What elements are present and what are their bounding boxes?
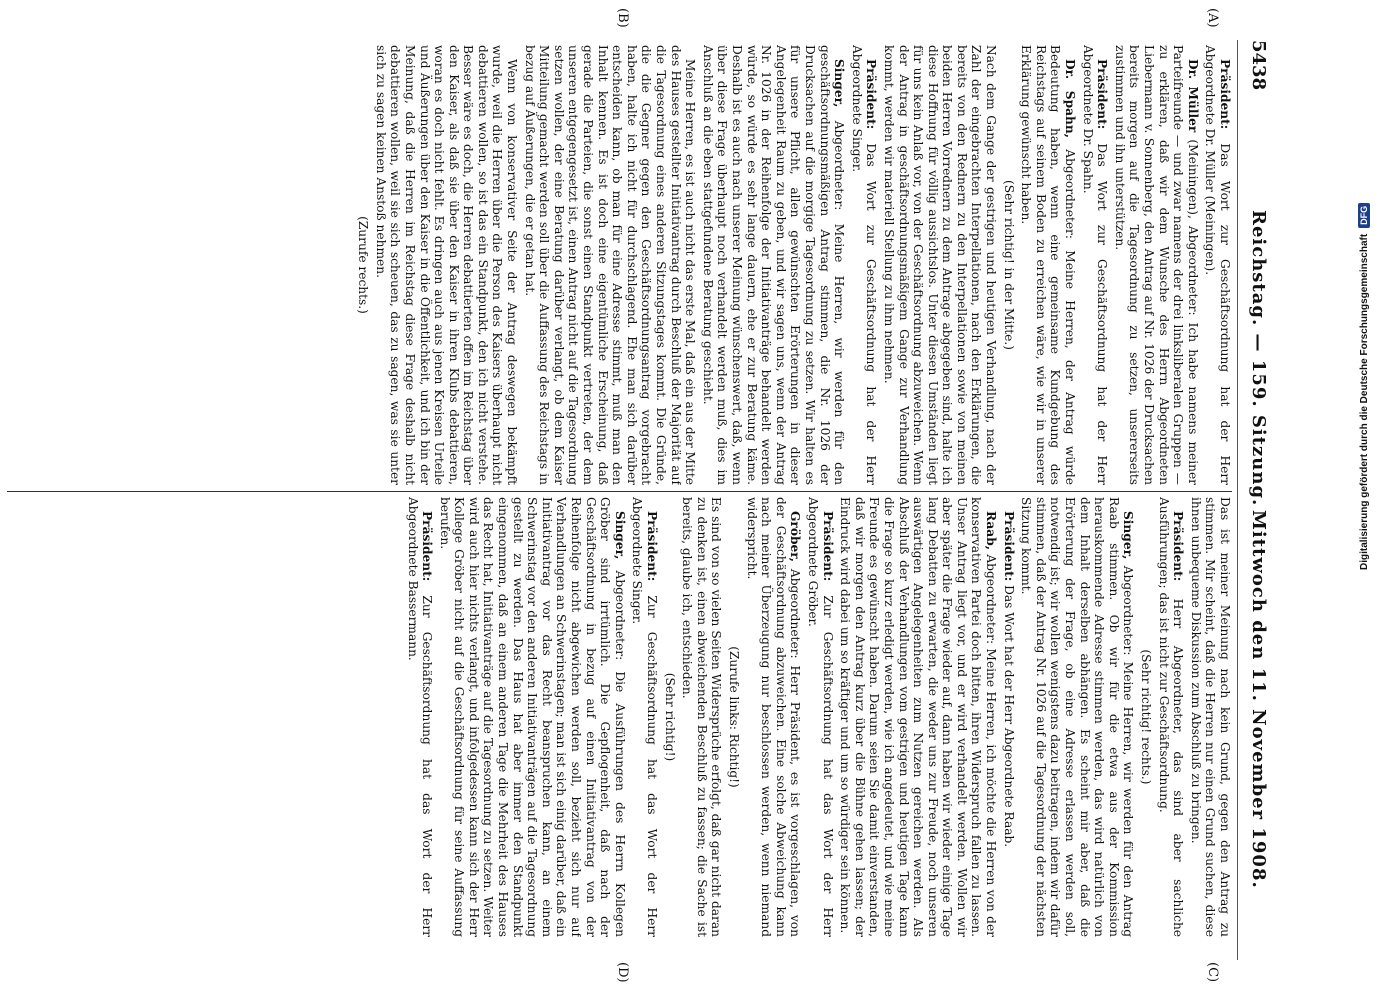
paragraph-text: Abgeordneter: Herr Präsident, es ist vorgeschlagen, von der Geschäftsordnung abzuweichen. Eine solche Abweichung kann nach meiner Überzeugung nur beschlossen werden, wenn niemand widerspricht. [744,497,803,937]
paragraph-text: Zur Geschäftsordnung hat das Wort der Herr Abgeordnete Singer. [630,497,660,937]
speaker-name: Gröber, [788,511,803,563]
paragraph-text: Abgeordneter: Meine Herren, wir werden für den geschäftsordnungsmäßigen Antrag stimmen, die Nr. 1026 der Drucksachen auf die morgige Tagesordnung zu setzen. Wir halten es für unsere Pflicht, allen gewünschten Erörterungen in dieser Angelegenheit Raum zu geben, und wir sagen uns, wenn der Antrag Nr. 1026 in der Reihenfolge der Initiativanträge behandelt werden würde, so würde es sehr lange dauern, ehe er zur Beratung käme. Deshalb ist es auch nach unserer Meinung wünschenswert, daß, wenn über diese Frage überhaupt noch verhandelt werden muß, dies im Anschluß an die eben stattgefundene Beratung geschieht. [700,45,847,485]
speaker-name: Präsident: [1095,59,1110,130]
speaker-name: Raab, [984,511,999,550]
speech-paragraph [1112,45,1200,485]
speaker-name: Präsident: [1218,59,1232,130]
speaker-name: Singer, [832,59,847,108]
paragraph-text: (Sehr richtig! in der Mitte.) [1001,180,1016,350]
session-title: Reichstag. — 159. Sitzung. [1248,210,1269,507]
column-divider [7,491,1232,492]
page-number: 5438 [1248,40,1269,91]
speech-paragraph [630,497,659,937]
session-date: Mittwoch den 11. November 1908. [1248,510,1269,889]
speech-paragraph [405,497,434,937]
paragraph-text: Meine Herren, es ist auch nicht das erste Mal, daß ein aus der Mitte des Hauses gestellter Initiativantrag durch Beschluß der Majorität auf die Tagesordnung eines anderen Sitzungstages kommt. Die Gründe, die die Gegner gegen den Geschäftsordnungsantrag vorgebracht haben, halte ich nicht für durchschlagend. Ehe man sich darüber entscheiden kann, ob man für eine Adresse stimmt, muß man den Inhalt kennen. Es ist doch eine eigentümliche Erscheinung, daß gerade die Parteien, die sonst einen Standpunkt vertreten, der dem unseren entgegengesetzt ist, einen Antrag nicht auf die Tagesordnung setzen wollen, der eine Beratung darüber verlangt, ob dem Kaiser Mitteilung gemacht werden soll über die Auffassung des Reichstags in bezug auf Äußerungen, die er getan hat. [522,45,698,485]
speech-paragraph [1156,497,1185,937]
paragraph-text: Abgeordneter: Meine Herren, ich möchte die Herren von der konservativen Partei doch bitten, ihren Widerspruch fallen zu lassen. Unser Antrag liegt vor, und er wird verhandelt werden. Wollen wir aber später die Frage wieder auf, dann haben wir wieder einige Tage lang Debatten zu erwarten, die weder uns zur Freude, noch unseren auswärtigen Angelegenheiten zum Nutzen gereichen werden. Als Abschluß der Verhandlungen vom gestrigen und heutigen Tage kann die Frage so kurz erledigt werden, wie ich angedeutet, und wie meine Freunde es gewünscht haben. Darum seien Sie damit einverstanden, daß wir morgen den Antrag kurz über die Bühne gehen lassen; der Eindruck wird dabei um so kräftiger und um so würdiger sein können. [838,497,999,937]
speech-paragraph [1080,45,1109,485]
paragraph-text: Abgeordneter: Meine Herren, der Antrag würde Bedeutung haben, wenn eine gemeinsame Kundgebung des Reichstags auf seinem Boden zu erreichen wäre, wie wir in unserer Erklärung gewünscht haben. [1019,45,1078,485]
speaker-name: Präsident: [645,511,660,582]
page-header [1240,40,1280,960]
paragraph-text: Zur Geschäftsordnung hat das Wort der Herr Abgeordnete Bassermann. [405,497,435,937]
margin-mark-a: (A) [1205,8,1220,28]
right-column [2,497,1232,937]
speaker-name: Singer, [1121,511,1136,560]
paragraph-text: Wenn von konservativer Seite der Antrag deswegen bekämpft wurde, weil die Herren über die Person des Kaisers überhaupt nicht debattieren wollen, so ist das ein Standpunkt, den ich nicht verstehe. Besser wäre es doch, die Herren debattierten offen im Reichstag über den Kaiser, als daß sie über den Kaiser in ihren Klubs debattieren, woran es doch nicht fehlt. Es dringen auch aus jenen Kreisen Urteile und Äußerungen über den Kaiser in die Öffentlichkeit, und ich bin der Meinung, daß die Herren im Reichstag diese Frage deshalb nicht debattieren wollen, weil sie sich scheuen, das zu sagen, was sie unter sich zu sagen keinen Anstoß nehmen. [373,45,520,485]
speaker-name: Singer, [612,511,627,560]
text-paragraph [522,45,697,485]
paragraph-text: Das Wort zur Geschäftsordnung hat der Herr Abgeordnete Dr. Müller (Meiningen). [1203,45,1232,485]
interjection [726,497,741,937]
paragraph-text: Das Wort zur Geschäftsordnung hat der Herr Abgeordnete Dr. Spahn. [1080,45,1110,485]
digitization-note [1345,0,1383,1000]
speech-paragraph [1203,45,1232,485]
speech-paragraph [1019,45,1077,485]
speech-paragraph [1001,497,1016,937]
speaker-name: Präsident: [864,59,879,130]
left-column [2,45,1232,485]
paragraph-text: Herr Abgeordneter, das sind aber sachliche Ausführungen; das ist nicht zur Geschäftsordnung. [1156,497,1186,937]
margin-mark-b: (B) [615,8,630,28]
header-rule [1237,40,1238,960]
speech-paragraph [838,497,999,937]
speech-paragraph [849,45,878,485]
speaker-name: Präsident: [1171,511,1186,582]
paragraph-text: (Sehr richtig!) [662,672,677,762]
margin-mark-d: (D) [615,962,630,983]
interjection [1001,45,1016,485]
speech-paragraph [1019,497,1136,937]
margin-mark-c: (C) [1205,962,1220,983]
paragraph-text: (Zurufe links: Richtig!) [727,646,741,788]
text-paragraph [373,45,519,485]
speaker-name: Präsident: [1001,511,1016,582]
interjection [662,497,677,937]
speech-paragraph [744,497,802,937]
paragraph-text: Nach dem Gange der gestrigen und heutigen Verhandlung, nach der Zahl der eingebrachten Interpellationen, nach den Erklärungen, die bereits von den Rednern zu den Interpellationen sowie von meinen beiden Herren Vorrednern zu dem Antrage abgegeben sind, halte ich diese Hoffnung für völlig aussichtslos. Unter diesen Umständen liegt für uns kein Anlaß vor, von der Geschäftsordnung abzuweichen. Wenn der Antrag in geschäftsordnungsmäßigem Gange zur Verhandlung kommt, werden wir materiell Stellung zu ihm nehmen. [881,45,999,485]
speech-paragraph [700,45,846,485]
interjection [356,45,371,485]
paragraph-text: (Meiningen), Abgeordneter: Ich habe namens meiner Parteifreunde — und zwar namens der drei linksliberalen Gruppen — zu erklären, daß wir dem Wunsche des Herrn Abgeordneten Liebermann v. Sonnenberg, den Antrag auf Nr. 1026 der Drucksachen bereits morgen auf die Tagesordnung zu setzen, unsererseits zustimmen und ihn unterstützen. [1112,45,1200,485]
paragraph-text: (Zurufe rechts.) [356,216,371,314]
interjection [1138,497,1153,937]
speaker-name: Präsident: [420,511,435,582]
text-paragraph [680,497,724,937]
dfg-logo: DFG [1358,203,1370,228]
paragraph-text: Abgeordneter: Die Ausführungen des Herrn Kollegen Gröber sind irrtümlich. Die Gepflogenheit, daß nach der Geschäftsordnung in bezug auf einen Initiativantrag von der Reihenfolge nicht abgewichen werden soll, bezieht sich nur auf Verhandlungen an Schwerinstagen; man ist sich einig darüber, daß ein Initiativantrag vor das Recht beanspruchen kann, an einem Schwerinstag vor den anderen Initiativanträgen auf die Tagesordnung gestellt zu werden. Das Haus hat aber immer den Standpunkt eingenommen, daß an einem anderen Tage die Mehrheit des Hauses das Recht hat, Initiativanträge auf die Tagesordnung zu setzen. Weiter wird auch hier nichts verlangt, und infolgedessen kann sich der Herr Kollege Gröber nicht auf die Geschäftsordnung für seine Auffassung berufen. [437,497,627,937]
speech-paragraph [437,497,627,937]
paragraph-text: Das Wort zur Geschäftsordnung hat der Herr Abgeordnete Singer. [849,45,879,485]
speech-paragraph [805,497,834,937]
digitization-credit: Digitalisierung gefördert durch die Deutsche Forschungsgemeinschaft [1358,233,1370,570]
paragraph-text: Es sind von so vielen Seiten Widersprüche erfolgt, daß gar nicht daran zu denken ist, einen abweichenden Beschluß zu fassen; die Sache ist bereits, glaube ich, entschieden. [680,497,724,937]
speaker-name: Dr. Müller [1185,59,1200,133]
paragraph-text: Zur Geschäftsordnung hat das Wort der Herr Abgeordnete Gröber. [805,497,835,937]
paragraph-text: Das ist meiner Meinung nach kein Grund, gegen den Antrag zu stimmen. Mir scheint, daß die Herren nur einen Grund suchen, diese ihnen unbequeme Diskussion zum Abschluß zu bringen. [1188,497,1232,937]
text-paragraph [881,45,998,485]
paragraph-text: Abgeordneter: Meine Herren, wir werden für den Antrag Raab stimmen. Ob wir für die etwa aus der Kommission herauskommende Adresse stimmen werden, das wird natürlich von dem Inhalt derselben abhängen. Es scheint mir aber, daß die Erörterung der Frage, ob eine Adresse erlassen werden soll, notwendig ist; wir wollen wenigstens dazu beitragen, indem wir dafür stimmen, daß der Antrag Nr. 1026 auf die Tagesordnung der nächsten Sitzung kommt. [1019,497,1136,937]
speaker-name: Dr. Spahn, [1063,59,1078,138]
speaker-name: Präsident: [820,511,835,582]
text-paragraph [1188,497,1232,937]
paragraph-text: Das Wort hat der Herr Abgeordnete Raab. [1001,585,1016,848]
paragraph-text: (Sehr richtig! rechts.) [1139,649,1154,785]
